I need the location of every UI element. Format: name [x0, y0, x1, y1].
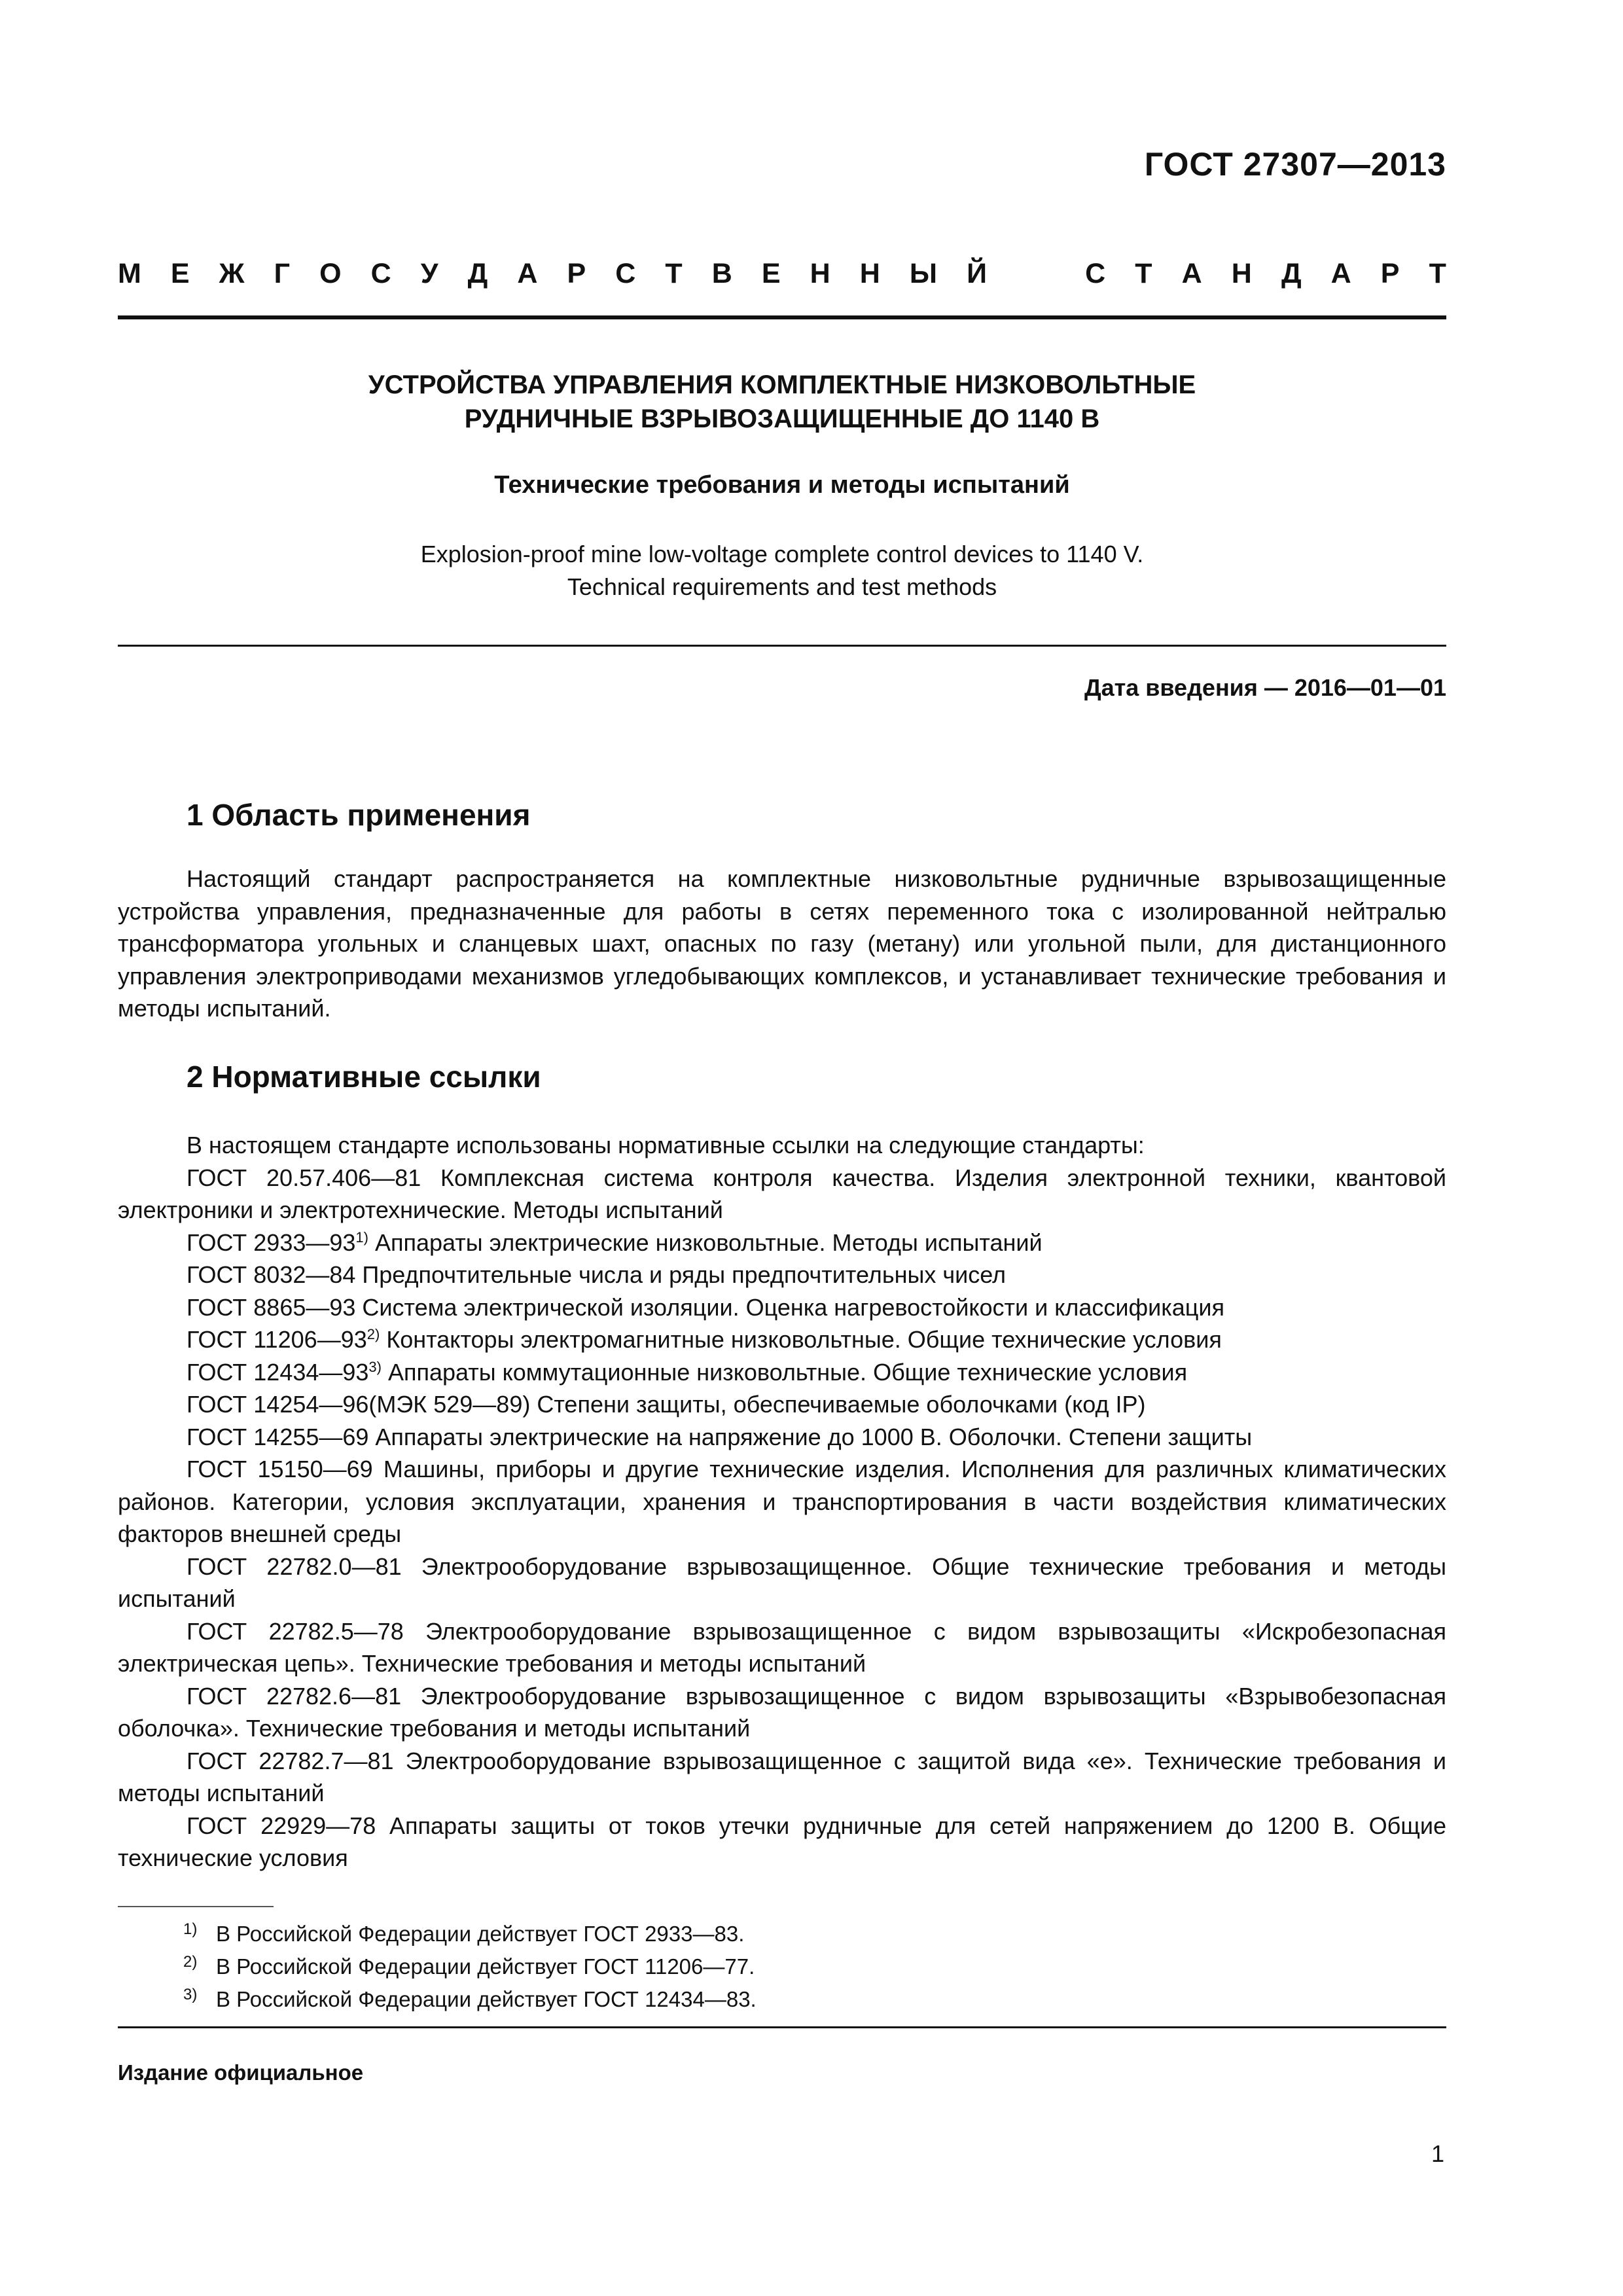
reference-code: ГОСТ 8865—93 — [187, 1293, 356, 1321]
reference-item — [118, 1615, 1446, 1680]
reference-item — [118, 1162, 1446, 1227]
footnote-item — [183, 1983, 757, 2016]
footnote-mark: 1) — [355, 1229, 368, 1246]
standard-type-letter: Е — [761, 258, 781, 289]
section-2-heading: 2 Нормативные ссылки — [187, 1060, 541, 1094]
reference-code: ГОСТ 20.57.406—81 — [187, 1164, 421, 1191]
document-title-en — [118, 538, 1446, 603]
reference-title: Электрооборудование взрывозащищенное с видом взрывозащиты «Взрывобезопасная оболочка». Технические требования и методы испытаний — [118, 1682, 1446, 1742]
reference-title: Электрооборудование взрывозащищенное с защитой вида «е». Технические требования и методы испытаний — [118, 1747, 1446, 1806]
reference-code: ГОСТ 11206—93 — [187, 1326, 367, 1353]
document-title-ru — [118, 368, 1446, 436]
reference-code: ГОСТ 22782.6—81 — [187, 1682, 402, 1710]
footnote-number: 3) — [183, 1986, 198, 2003]
reference-title: Предпочтительные числа и ряды предпочтительных чисел — [355, 1261, 1007, 1288]
standard-type-letter: О — [319, 258, 342, 289]
reference-code: ГОСТ 12434—93 — [187, 1358, 369, 1386]
standard-type-letter: Р — [567, 258, 586, 289]
reference-title: Система электрической изоляции. Оценка нагревостойкости и классификация — [355, 1293, 1225, 1321]
section-1-text: Настоящий стандарт распространяется на комплектные низковольтные рудничные взрывозащищенные устройства управления, предназначенные для работы в сетях переменного тока с изолированной нейтралью трансформатора угольных и сланцевых шахт, опасных по газу (метану) или угольной пыли, для дистанционного управления электроприводами механизмов угледобывающих комплексов, и устанавливает технические требования и методы испытаний. — [118, 865, 1446, 1022]
reference-item — [118, 1745, 1446, 1810]
reference-title: Машины, приборы и другие технические изделия. Исполнения для различных климатических районов. Категории, условия эксплуатации, хранения и транспортирования в части воздействия климатических факторов внешней среды — [118, 1456, 1447, 1547]
standard-type-letter: Т — [1429, 258, 1446, 289]
reference-item — [118, 1291, 1446, 1324]
reference-item — [118, 1421, 1446, 1454]
reference-item — [118, 1323, 1446, 1356]
reference-item — [118, 1453, 1446, 1551]
standard-type-letter: С — [1085, 258, 1106, 289]
document-number: ГОСТ 27307—2013 — [1144, 146, 1446, 183]
standard-type-letter: С — [615, 258, 636, 289]
section-1-heading: 1 Область применения — [187, 798, 531, 832]
reference-item — [118, 1259, 1446, 1291]
standard-type-letter: Й — [967, 258, 987, 289]
reference-code: ГОСТ 22929—78 — [187, 1812, 376, 1839]
footnote-mark: 2) — [366, 1326, 380, 1342]
standard-type-letter: Н — [1231, 258, 1252, 289]
standard-type-letter: У — [420, 258, 438, 289]
standard-type-letter: М — [118, 258, 141, 289]
footnote-text: В Российской Федерации действует ГОСТ 11206—77. — [216, 1954, 755, 1979]
normative-references — [118, 1129, 1446, 1874]
header-rule — [118, 315, 1446, 319]
reference-item — [118, 1388, 1446, 1421]
reference-title: Контакторы электромагнитные низковольтные. Общие технические условия — [380, 1326, 1222, 1353]
introduction-date: Дата введения — 2016—01—01 — [1084, 674, 1446, 701]
footnotes — [183, 1918, 757, 2016]
standard-type-letter: С — [370, 258, 391, 289]
footnote-mark: 3) — [368, 1358, 382, 1375]
standard-type-letter: Д — [467, 258, 488, 289]
reference-code: ГОСТ 22782.7—81 — [187, 1747, 394, 1774]
title-line-1: УСТРОЙСТВА УПРАВЛЕНИЯ КОМПЛЕКТНЫЕ НИЗКОВОЛЬТНЫЕ — [368, 370, 1196, 399]
standard-type-letter: Р — [1380, 258, 1400, 289]
reference-title: Комплексная система контроля качества. Изделия электронной техники, квантовой электроники и электротехнические. Методы испытаний — [118, 1164, 1447, 1223]
standard-type-letter: Т — [665, 258, 683, 289]
standard-type-heading — [118, 258, 1446, 290]
reference-code: ГОСТ 2933—93 — [187, 1229, 356, 1256]
footnote-number: 2) — [183, 1953, 198, 1971]
edition-label: Издание официальное — [118, 2060, 364, 2085]
standard-type-letter: Г — [274, 258, 291, 289]
reference-title: Аппараты коммутационные низковольтные. Общие технические условия — [381, 1358, 1188, 1386]
standard-type-letter: А — [1181, 258, 1202, 289]
reference-code: ГОСТ 22782.0—81 — [187, 1552, 402, 1580]
reference-title: (МЭК 529—89) Степени защиты, обеспечиваемые оболочками (код IP) — [368, 1391, 1146, 1418]
reference-item — [118, 1227, 1446, 1259]
standard-type-letter: Т — [1135, 258, 1152, 289]
footnote-item — [183, 1918, 757, 1950]
standard-type-letter: Ы — [909, 258, 938, 289]
title-en-line-2: Technical requirements and test methods — [567, 573, 997, 600]
standard-type-letter: Ж — [219, 258, 245, 289]
reference-item — [118, 1810, 1446, 1874]
document-subtitle-ru: Технические требования и методы испытаний — [494, 471, 1070, 499]
reference-title: Аппараты электрические низковольтные. Методы испытаний — [368, 1229, 1043, 1256]
standard-type-letter: В — [711, 258, 732, 289]
reference-code: ГОСТ 14255—69 — [187, 1423, 369, 1450]
footnote-text: В Российской Федерации действует ГОСТ 2933—83. — [216, 1922, 745, 1946]
standard-type-letter: Д — [1281, 258, 1302, 289]
standard-type-letter: Е — [170, 258, 190, 289]
title-en-line-1: Explosion-proof mine low-voltage complete control devices to 1140 V. — [420, 541, 1144, 567]
footnote-number: 1) — [183, 1920, 198, 1938]
page-number: 1 — [1431, 2140, 1444, 2167]
footnote-separator — [118, 1906, 274, 1907]
standard-type-letter: Н — [859, 258, 880, 289]
reference-code: ГОСТ 14254—96 — [187, 1391, 369, 1418]
reference-title: Аппараты защиты от токов утечки рудничные для сетей напряжением до 1200 В. Общие технические условия — [118, 1812, 1446, 1871]
title-rule — [118, 645, 1446, 647]
footer-rule — [118, 2026, 1446, 2028]
reference-code: ГОСТ 8032—84 — [187, 1261, 356, 1288]
reference-title: Аппараты электрические на напряжение до 1000 В. Оболочки. Степени защиты — [368, 1423, 1253, 1450]
reference-item — [118, 1551, 1446, 1615]
reference-item — [118, 1356, 1446, 1389]
title-line-2: РУДНИЧНЫЕ ВЗРЫВОЗАЩИЩЕННЫЕ ДО 1140 В — [464, 404, 1100, 433]
reference-title: Электрооборудование взрывозащищенное с видом взрывозащиты «Искробезопасная электрическая цепь». Технические требования и методы испытаний — [118, 1617, 1446, 1677]
reference-title: Электрооборудование взрывозащищенное. Общие технические требования и методы испытаний — [118, 1552, 1446, 1612]
standard-type-letter: Н — [810, 258, 830, 289]
footnote-item — [183, 1950, 757, 1983]
footnote-text: В Российской Федерации действует ГОСТ 12434—83. — [216, 1987, 757, 2011]
standard-type-gap — [1016, 258, 1056, 290]
standard-type-letter: А — [1330, 258, 1351, 289]
reference-item — [118, 1680, 1446, 1745]
standard-type-letter: А — [517, 258, 538, 289]
reference-code: ГОСТ 15150—69 — [187, 1456, 373, 1482]
references-intro: В настоящем стандарте использованы нормативные ссылки на следующие стандарты: — [187, 1132, 1145, 1158]
reference-code: ГОСТ 22782.5—78 — [187, 1617, 404, 1645]
